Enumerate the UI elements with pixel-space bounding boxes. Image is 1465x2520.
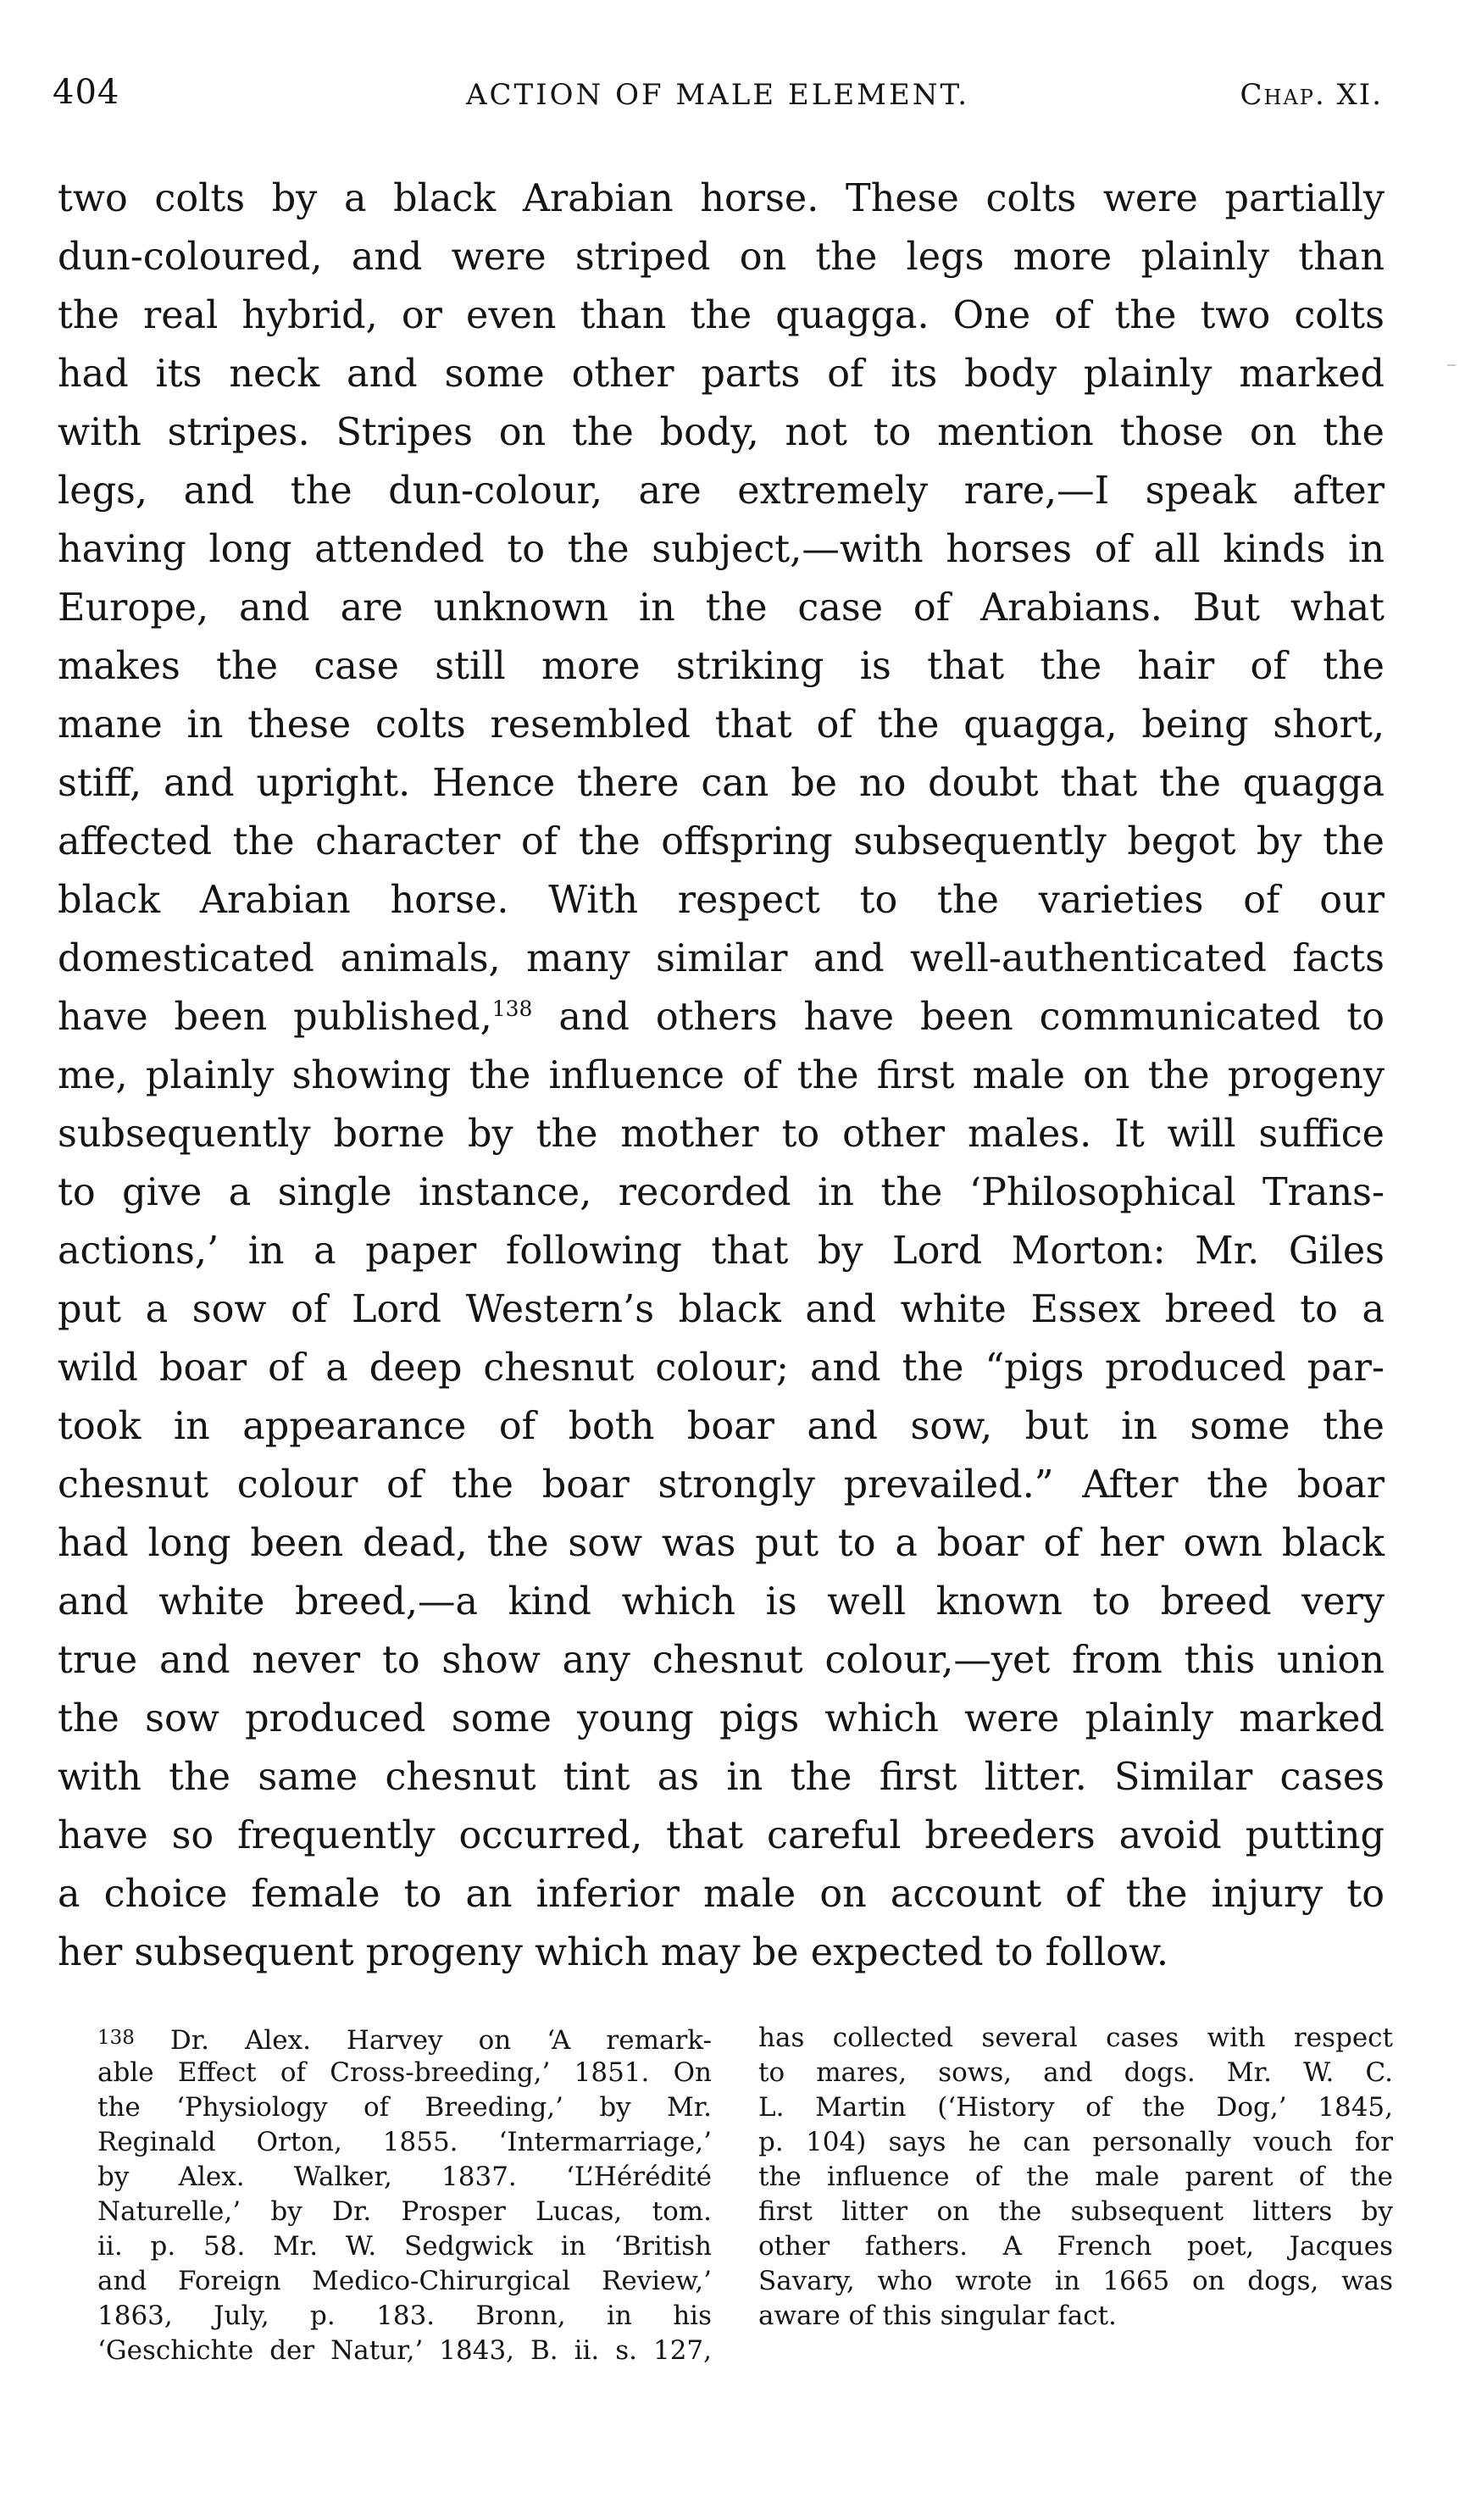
text-line-with-footnote-ref	[58, 988, 1385, 1046]
footnote-line: has collected several cases with respect	[758, 2023, 1393, 2053]
text-line: had its neck and some other parts of its body plainly marked	[58, 352, 1385, 396]
margin-mark	[1447, 364, 1456, 366]
text-line: subsequently borne by the mother to other males. It will suffice	[58, 1113, 1385, 1156]
footnote-line	[97, 2021, 712, 2056]
footnote-line: first litter on the subsequent litters by	[758, 2196, 1393, 2227]
footnote-line: other fathers. A French poet, Jacques	[758, 2231, 1393, 2262]
footnote-column-left	[97, 2021, 712, 2368]
text-line: to give a single instance, recorded in the ‘Philosophical Trans-	[58, 1171, 1385, 1214]
footnote-line: 1863, July, p. 183. Bronn, in his	[97, 2301, 712, 2331]
text-line: with the same chesnut tint as in the first litter. Similar cases	[58, 1756, 1385, 1799]
text-line: black Arabian horse. With respect to the varieties of our	[58, 879, 1385, 922]
text-line: chesnut colour of the boar strongly prevailed.” After the boar	[58, 1463, 1385, 1507]
text-line: actions,’ in a paper following that by Lord Morton: Mr. Giles	[58, 1229, 1385, 1273]
text-line: with stripes. Stripes on the body, not to mention those on the	[58, 411, 1385, 454]
text-line: the real hybrid, or even than the quagga. One of the two colts	[58, 294, 1385, 337]
text-fragment: have been published,	[58, 996, 492, 1039]
text-line: have so frequently occurred, that careful breeders avoid putting	[58, 1814, 1385, 1857]
footnote-line: to mares, sows, and dogs. Mr. W. C.	[758, 2057, 1393, 2088]
footnote-line: able Effect of Cross-breeding,’ 1851. On	[97, 2057, 712, 2088]
text-line: legs, and the dun-colour, are extremely rare,—I speak after	[58, 469, 1385, 513]
text-line: wild boar of a deep chesnut colour; and the “pigs produced par-	[58, 1346, 1385, 1390]
text-line: her subsequent progeny which may be expected to follow.	[58, 1931, 1169, 1974]
text-line: true and never to show any chesnut colour,—yet from this union	[58, 1639, 1385, 1682]
text-line: put a sow of Lord Western’s black and white Essex breed to a	[58, 1288, 1385, 1331]
footnote-line: p. 104) says he can personally vouch for	[758, 2127, 1393, 2157]
body-text	[58, 169, 1385, 1982]
footnote-column-right	[758, 2021, 1393, 2334]
footnote-text: Dr. Alex. Harvey on ‘A remark-	[169, 2025, 712, 2056]
text-line: had long been dead, the sow was put to a boar of her own black	[58, 1522, 1385, 1565]
text-line: me, plainly showing the influence of the first male on the progeny	[58, 1054, 1385, 1097]
footnote-line: by Alex. Walker, 1837. ‘L’Hérédité	[97, 2162, 712, 2192]
footnote-reference[interactable]: 138	[491, 996, 533, 1022]
page-number: 404	[53, 73, 120, 112]
chapter-title: ACTION OF MALE ELEMENT.	[465, 78, 970, 112]
text-line: affected the character of the offspring subsequently begot by the	[58, 820, 1385, 863]
footnote-line: ii. p. 58. Mr. W. Sedgwick in ‘British	[97, 2231, 712, 2262]
text-line: having long attended to the subject,—with horses of all kinds in	[58, 528, 1385, 571]
footnote-marker: 138	[97, 2027, 135, 2049]
footnote-line: ‘Geschichte der Natur,’ 1843, B. ii. s. 127,	[97, 2335, 712, 2366]
footnote-line: the influence of the male parent of the	[758, 2162, 1393, 2192]
footnote-line: Reginald Orton, 1855. ‘Intermarriage,’	[97, 2127, 712, 2157]
footnote-line: Naturelle,’ by Dr. Prosper Lucas, tom.	[97, 2196, 712, 2227]
footnote-line: aware of this singular fact.	[758, 2301, 1117, 2331]
footnote-line: the ‘Physiology of Breeding,’ by Mr.	[97, 2092, 712, 2123]
text-line: mane in these colts resembled that of the quagga, being short,	[58, 703, 1385, 747]
footnote-line: Savary, who wrote in 1665 on dogs, was	[758, 2266, 1393, 2296]
chapter-label: Chap. XI.	[1240, 78, 1383, 112]
text-line: stiff, and upright. Hence there can be no doubt that the quagga	[58, 762, 1385, 805]
text-fragment: and others have been communicated to	[558, 996, 1385, 1039]
text-line: domesticated animals, many similar and well-authenticated facts	[58, 937, 1385, 980]
text-line: the sow produced some young pigs which were plainly marked	[58, 1697, 1385, 1740]
text-line: Europe, and are unknown in the case of Arabians. But what	[58, 586, 1385, 630]
footnote-line: and Foreign Medico-Chirurgical Review,’	[97, 2266, 712, 2296]
text-line: a choice female to an inferior male on account of the injury to	[58, 1873, 1385, 1916]
text-line: and white breed,—a kind which is well known to breed very	[58, 1580, 1385, 1624]
text-line: took in appearance of both boar and sow, but in some the	[58, 1405, 1385, 1448]
footnote-line: L. Martin (‘History of the Dog,’ 1845,	[758, 2092, 1393, 2123]
text-line: two colts by a black Arabian horse. These colts were partially	[58, 177, 1385, 220]
text-line: dun-coloured, and were striped on the legs more plainly than	[58, 236, 1385, 279]
text-line: makes the case still more striking is that the hair of the	[58, 645, 1385, 688]
running-head	[53, 73, 1383, 124]
